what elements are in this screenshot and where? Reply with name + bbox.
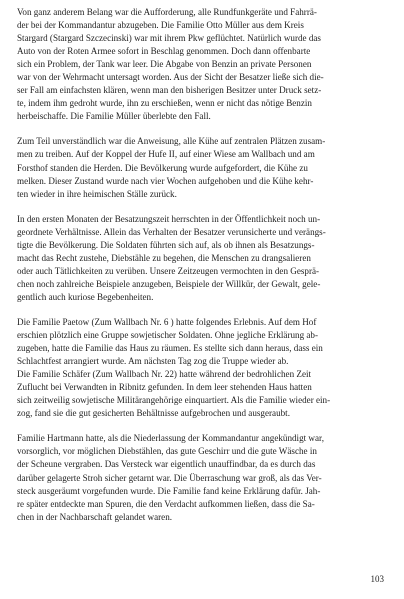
paragraph-2 [17,135,389,200]
paragraph-4 [17,316,389,420]
text-line: ten wieder in ihre heimischen Ställe zurück. [17,188,177,199]
text-line: chen noch zahlreiche Beispiele anzugeben, Beispiele der Willkür, der Gewalt, gele- [17,278,321,289]
text-line: herbeischaffe. Die Familie Müller überlebte den Fall. [17,111,211,122]
paragraph-gap [17,123,389,135]
paragraph-gap [17,420,389,432]
text-line: vorsorglich, vor möglichen Diebstählen, das gute Geschirr und die gute Wäsche in [17,446,317,457]
text-line: tigte die Bevölkerung. Die Soldaten führten sich auf, als ob ihnen als Besatzungs- [17,239,315,250]
text-line: ser Fall am einfachsten klären, wenn man den bisherigen Besitzer unter Druck setz- [17,85,322,96]
text-line: oder auch Tätlichkeiten zu verüben. Unsere Zeitzeugen vermochten in den Gesprä- [17,265,320,276]
paragraph-1 [17,6,389,123]
text-line: macht das Recht zustehe, Diebstähle zu begehen, die Menschen zu drangsalieren [17,252,311,263]
text-line: gentlich auch kuriose Begebenheiten. [17,291,154,302]
text-line: te, indem ihm gedroht wurde, ihn zu erschießen, wenn er nicht das nötige Benzin [17,98,312,109]
text-line: zog, fand sie die gut gesicherten Behältnisse aufgebrochen und ausgeraubt. [17,408,290,419]
text-line: Familie Hartmann hatte, als die Niederlassung der Kommandantur angekündigt war, [17,433,324,444]
text-line: steck ausgeräumt vorgefunden wurde. Die Familie fand keine Erklärung dafür. Jah- [17,485,321,496]
text-line: Die Familie Schäfer (Zum Wallbach Nr. 22) hatte während der bedrohlichen Zeit [17,369,312,380]
text-line: zugeben, hatte die Familie das Haus zu räumen. Es stellte sich dann heraus, dass ein [17,343,323,354]
paragraph-gap [17,304,389,316]
page-number: 103 [370,574,384,584]
text-line: darüber gelagerte Stroh sicher getarnt war. Die Überraschung war groß, als das Ver- [17,472,322,483]
paragraph-5 [17,432,389,523]
text-line: melken. Dieser Zustand wurde nach vier Wochen aufgehoben und die Kühe kehr- [17,175,314,186]
text-line: Zuflucht bei Verwandten in Ribnitz gefunden. In dem leer stehenden Haus hatten [17,382,312,393]
text-line: men zu treiben. Auf der Koppel der Hufe II, auf einer Wiese am Wallbach und am [17,149,315,160]
text-line: erschien plötzlich eine Gruppe sowjetischer Soldaten. Ohne jegliche Erklärung ab- [17,330,318,341]
text-line: Von ganz anderem Belang war die Aufforderung, alle Rundfunkgeräte und Fahrrä- [17,7,317,17]
text-line: Auto von der Roten Armee sofort in Beschlag genommen. Doch dann offenbarte [17,46,311,57]
text-line: war von der Wehrmacht untersagt worden. Aus der Sicht der Besatzer ließe sich die- [17,72,324,83]
text-line: chen in der Nachbarschaft gelandet waren. [17,511,173,522]
text-line: Die Familie Paetow (Zum Wallbach Nr. 6 ) hatte folgendes Erlebnis. Auf dem Hof [17,316,317,327]
text-line: In den ersten Monaten der Besatzungszeit herrschten in der Öffentlichkeit noch un- [17,213,321,224]
text-line: sich zeitweilig sowjetische Militärangehörige einquartiert. Als die Familie wieder ein- [17,395,331,406]
text-line: der bei der Kommandantur abzugeben. Die Familie Otto Müller aus dem Kreis [17,20,304,31]
paragraph-gap [17,201,389,213]
text-line: Zum Teil unverständlich war die Anweisung, alle Kühe auf zentralen Plätzen zusam- [17,136,326,147]
text-line: Forsthof standen die Herden. Die Bevölkerung wurde aufgefordert, die Kühe zu [17,162,308,173]
body-text [17,6,389,524]
text-line: sich ein Problem, der Tank war leer. Die Abgabe von Benzin an private Personen [17,59,312,70]
text-line: der Scheune vergraben. Das Versteck war eigentlich unauffindbar, da es durch das [17,459,316,470]
paragraph-3 [17,213,389,304]
text-line: re später entdeckte man Spuren, die den Verdacht aufkommen ließen, dass die Sa- [17,498,315,509]
text-line: geordnete Verhältnisse. Allein das Verhalten der Besatzer verunsicherte und verängs- [17,226,326,237]
text-line: Schlachtfest arrangiert wurde. Am nächsten Tag zog die Truppe wieder ab. [17,356,289,367]
text-line: Stargard (Stargard Szczecinski) war mit ihrem Pkw geflüchtet. Natürlich wurde das [17,33,321,44]
